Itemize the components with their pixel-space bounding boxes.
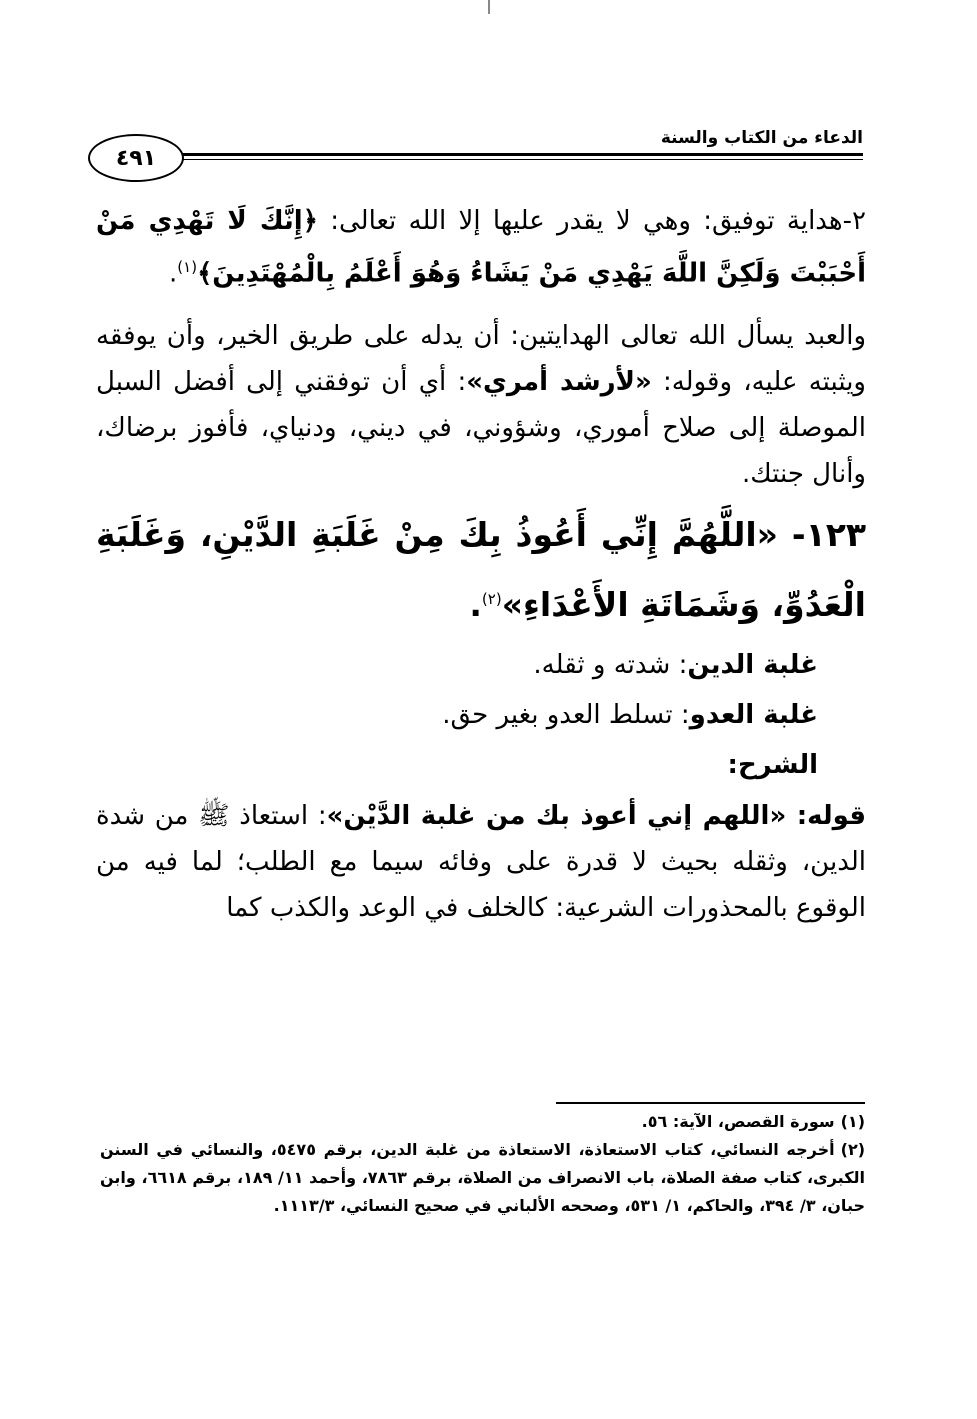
- paragraph-end: .: [169, 258, 178, 289]
- paragraph-text: : استعاذ ﷺ من شدة الدين، وثقله بحيث لا قدرة على وفائه سيما مع الطلب؛ لما فيه من الوقوع بالمحذورات الشرعية: كالخلف في الوعد والكذب كما: [96, 800, 866, 923]
- definition-term: غلبة الدين: [687, 649, 818, 680]
- header-rule-thin: [176, 159, 863, 160]
- supplication-end: .: [469, 584, 482, 624]
- running-title: الدعاء من الكتاب والسنة: [660, 128, 863, 148]
- scan-mark: [488, 0, 490, 14]
- footnote-ref-2: (٢): [481, 589, 502, 608]
- footnote-text: سورة القصص، الآية: ٥٦.: [641, 1112, 835, 1131]
- page-number: ٤٩١: [88, 134, 184, 182]
- quran-verse: ﴿إِنَّكَ لَا تَهْدِي مَنْ أَحْبَبْتَ وَلَكِنَّ اللَّهَ يَهْدِي مَنْ يَشَاءُ وَهُوَ أَعْلَمُ بِالْمُهْتَدِينَ﴾: [96, 206, 866, 289]
- footnotes: [100, 1108, 865, 1220]
- footnote-number: (٢): [840, 1140, 866, 1159]
- paragraph-text-cont: : أي أن توفقني إلى أفضل السبل الموصلة إلى صلاح أموري، وشؤوني، في ديني، ودنياي، فأفوز برضاك، وأنال جنتك.: [96, 366, 866, 489]
- footnote-2: [100, 1136, 865, 1220]
- paragraph-text: والعبد يسأل الله تعالى الهدايتين: أن يدله على طريق الخير، وأن يوفقه ويثبته عليه، وقوله:: [96, 320, 866, 397]
- definition-text: : شدته و ثقله.: [533, 649, 688, 680]
- quoted-phrase: «اللهم إني أعوذ بك من غلبة الدَّيْن»: [326, 800, 787, 831]
- footnote-1: [100, 1108, 865, 1136]
- definition-enemy: [96, 693, 818, 737]
- page-body: [96, 198, 866, 931]
- paragraph-sharh: [96, 793, 866, 931]
- footnote-separator: [556, 1102, 865, 1104]
- section-heading-sharh: الشرح:: [727, 749, 818, 780]
- paragraph-guidance: [96, 198, 866, 297]
- definition-term: غلبة العدو: [689, 699, 818, 730]
- definition-text: : تسلط العدو بغير حق.: [442, 699, 690, 730]
- footnote-number: (١): [840, 1112, 865, 1131]
- footnote-text: أخرجه النسائي، كتاب الاستعاذة، الاستعاذة من غلبة الدين، برقم ٥٤٧٥، والنسائي في السنن الكبرى، كتاب صفة الصلاة، باب الانصراف من الصلاة، برقم ٧٨٦٣، وأحمد ١١/ ١٨٩، برقم ٦٦١٨، وابن حبان، ٣/ ٣٩٤، والحاكم، ١/ ٥٣١، وصححه الألباني في صحيح النسائي، ١١١٣/٣.: [100, 1140, 866, 1215]
- paragraph-lead: ٢-هداية توفيق: وهي لا يقدر عليها إلا الله تعالى:: [317, 206, 866, 236]
- page-header: [88, 128, 863, 188]
- supplication-123: [96, 503, 866, 637]
- header-rule: [176, 153, 863, 156]
- paragraph-lead: قوله:: [786, 800, 866, 831]
- quoted-phrase: «لأرشد أمري»: [466, 366, 652, 397]
- definition-debt: [96, 643, 818, 687]
- footnote-ref-1: (١): [177, 258, 198, 276]
- paragraph-explanation: [96, 313, 866, 497]
- supplication-text: ١٢٣- «اللَّهُمَّ إِنِّي أَعُوذُ بِكَ مِنْ غَلَبَةِ الدَّيْنِ، وَغَلَبَةِ الْعَدُوِّ، وَشَمَاتَةِ الأَعْدَاءِ»: [96, 514, 866, 624]
